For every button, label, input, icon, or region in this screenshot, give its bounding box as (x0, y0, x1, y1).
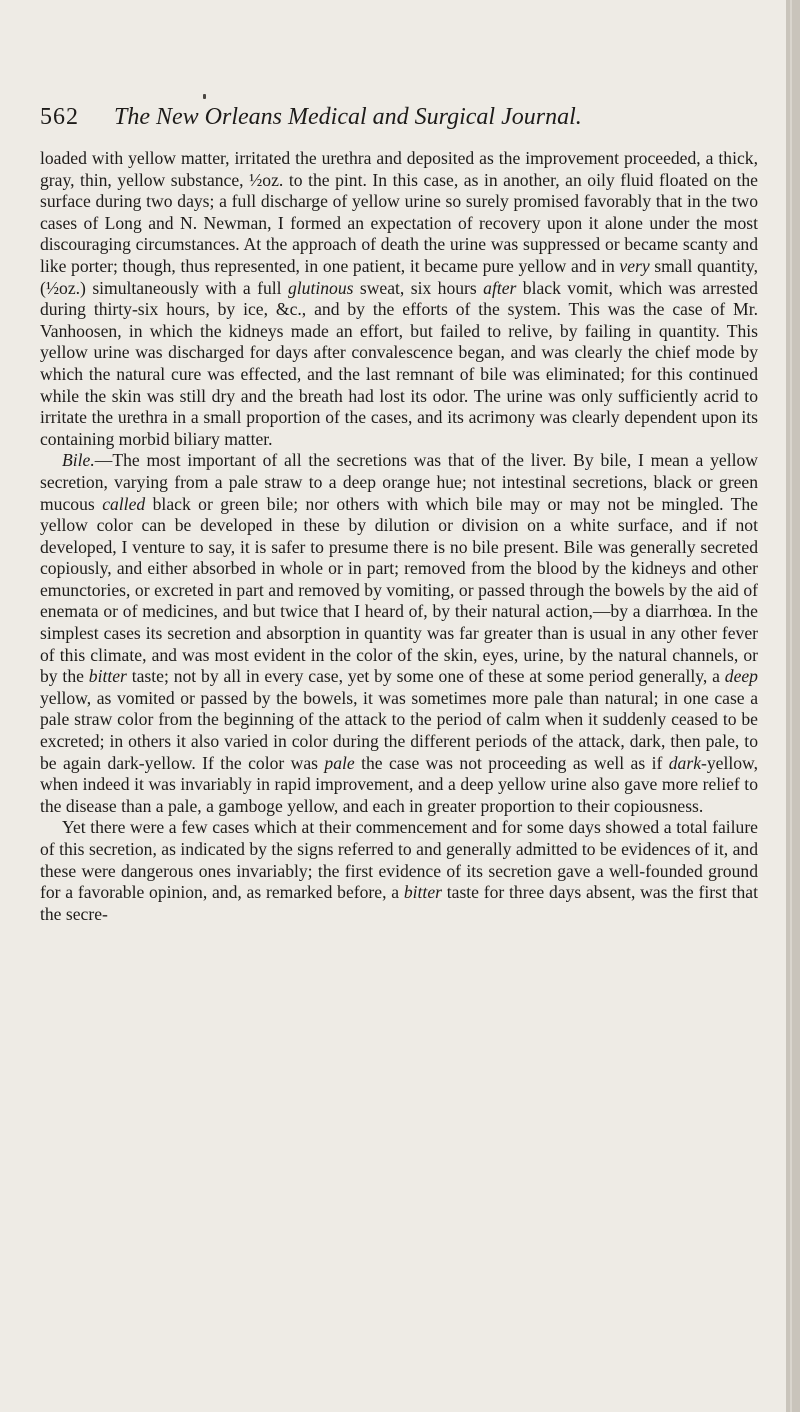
page-header (40, 104, 740, 134)
article-body (40, 148, 758, 925)
paragraph-secretion-failure: Yet there were a few cases which at their commencement and for some days showed a total failure of this secretion, as indicated by the signs referred to and generally admitted to be evidences of it, and these were dangerous ones invariably; the first evidence of its secretion gave a well-founded ground for a favorable opinion, and, as remarked before, a bitter taste for three days absent, was the first that the secre- (40, 817, 758, 924)
paragraph-bile: Bile.—The most important of all the secretions was that of the liver. By bile, I mean a yellow secretion, varying from a pale straw to a deep orange hue; not intestinal secretions, black or green mucous called black or green bile; nor others with which bile may or may not be mingled. The yellow color can be developed in these by dilution or division on a white surface, and if not developed, I venture to say, it is safer to presume there is no bile present. Bile was generally secreted copiously, and either absorbed in whole or in part; removed from the blood by the kidneys and other emunctories, or excreted in part and removed by vomiting, or passed through the bowels by the aid of enemata or of medicines, and but twice that I heard of, by their natural action,—by a diarrhœa. In the simplest cases its secretion and absorption in quantity was far greater than is usual in any other fever of this climate, and was most evident in the color of the skin, eyes, urine, by the natural channels, or by the bitter taste; not by all in every case, yet by some one of these at some period generally, a deep yellow, as vomited or passed by the bowels, it was sometimes more pale than natural; in one case a pale straw color from the beginning of the attack to the period of calm when it suddenly ceased to be excreted; in others it also varied in color during the different periods of the attack, dark, then pale, to be again dark-yellow. If the color was pale the case was not proceeding as well as if dark-yellow, when indeed it was invariably in rapid improvement, and a deep yellow urine also gave more relief to the disease than a pale, a gamboge yellow, and each in greater proportion to their copiousness. (40, 450, 758, 816)
page-number: 562 (40, 104, 79, 130)
journal-title: The New Orleans Medical and Surgical Journal. (114, 104, 582, 130)
paragraph-urine-discharge: loaded with yellow matter, irritated the urethra and deposited as the improvement proceeded, a thick, gray, thin, yellow substance, ½oz. to the pint. In this case, as in another, an oily fluid floated on the surface during two days; a full discharge of yellow urine so surely promised favorably that in the two cases of Long and N. Newman, I formed an expectation of recovery upon it alone under the most discouraging circumstances. At the approach of death the urine was suppressed or became scanty and like porter; though, thus represented, in one patient, it became pure yellow and in very small quantity, (½oz.) simultaneously with a full glutinous sweat, six hours after black vomit, which was arrested during thirty-six hours, by ice, &c., and by the efforts of the system. This was the case of Mr. Vanhoosen, in which the kidneys made an effort, but failed to relive, by failing in quantity. This yellow urine was discharged for days after convalescence began, and was clearly the chief mode by which the natural cure was effected, and the last remnant of bile was eliminated; for this continued while the skin was still dry and the breath had lost its odor. The urine was only sufficiently acrid to irritate the urethra in a small proportion of the cases, and its acrimony was clearly dependent upon its containing morbid biliary matter. (40, 148, 758, 449)
ink-speck (203, 94, 206, 99)
page-edge-shadow (786, 0, 800, 1412)
